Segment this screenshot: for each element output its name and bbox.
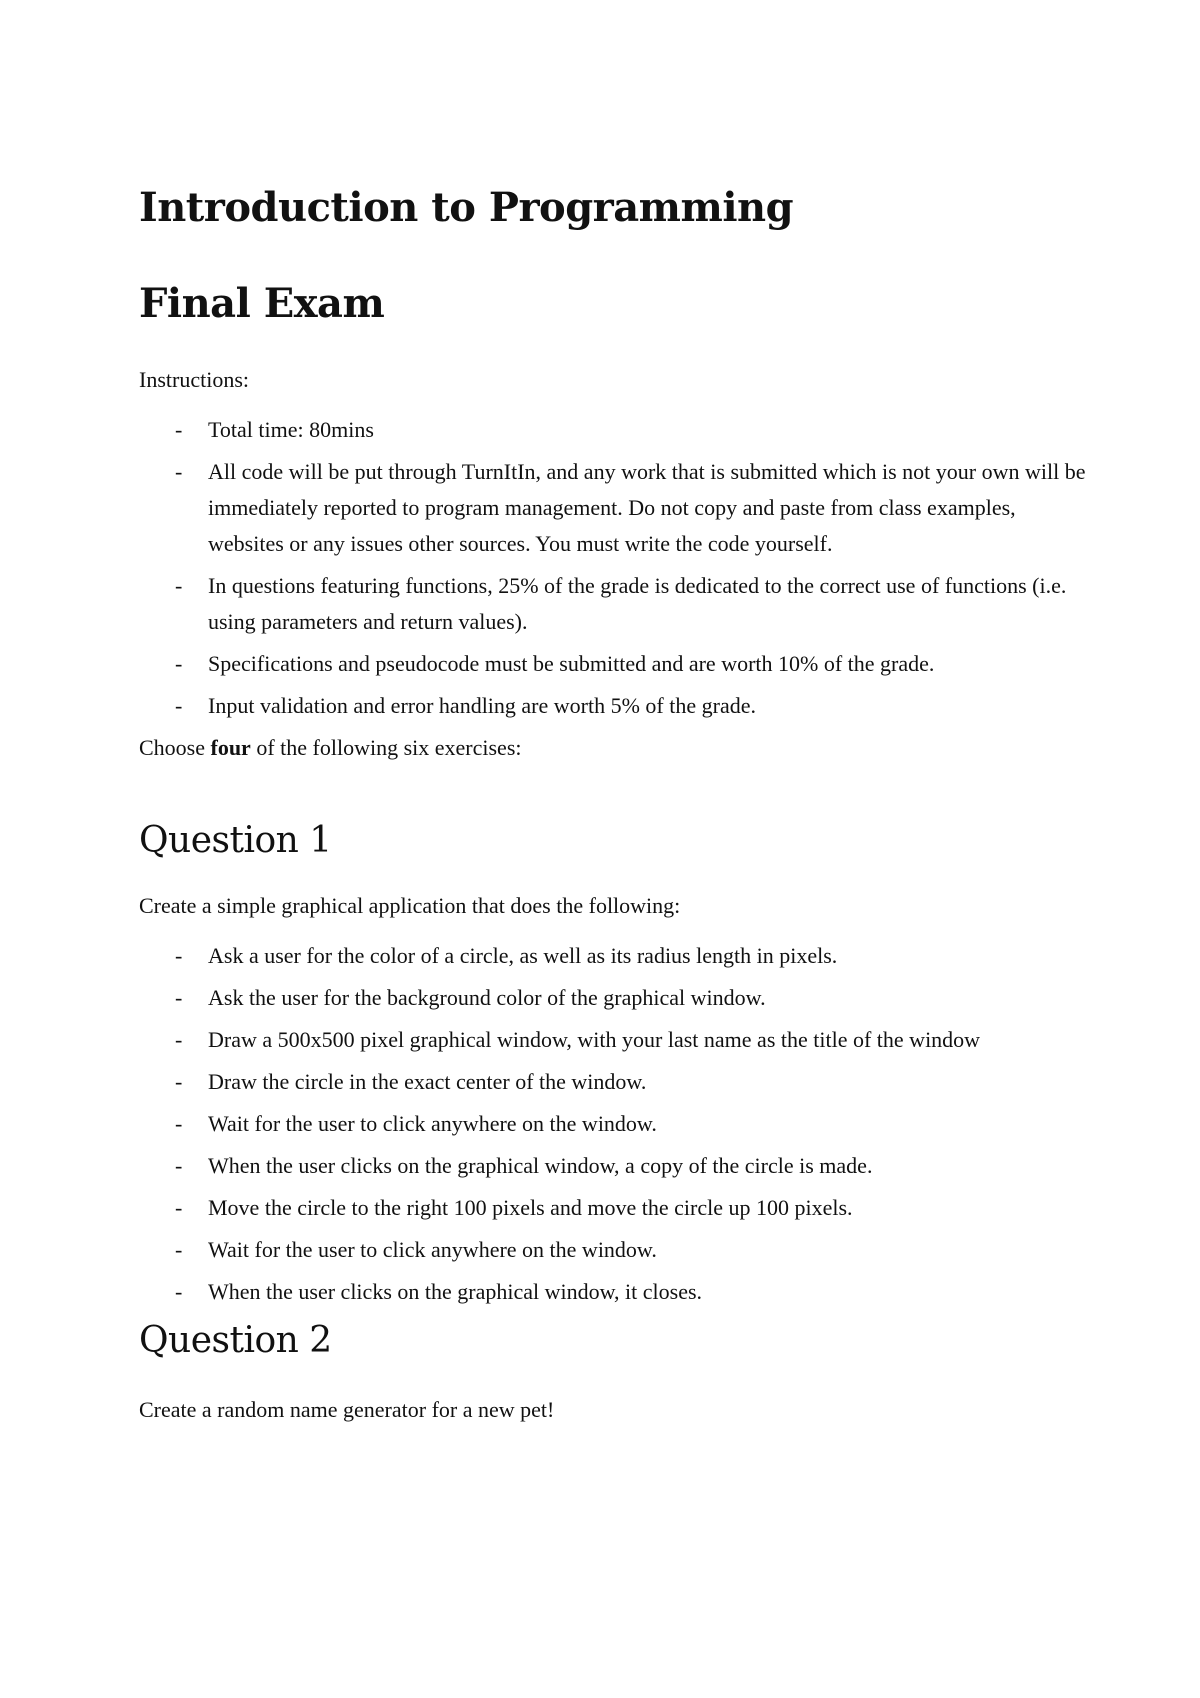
list-item-text: In questions featuring functions, 25% of the grade is dedicated to the correct use of functions (i.e. using parameters and return values). xyxy=(208,573,1067,634)
dash-marker: - xyxy=(175,985,183,1010)
list-item xyxy=(139,1106,1089,1142)
dash-marker: - xyxy=(175,1195,183,1220)
list-item-text: Move the circle to the right 100 pixels and move the circle up 100 pixels. xyxy=(208,1195,853,1220)
list-item xyxy=(139,1064,1089,1100)
choose-text-after: of the following six exercises: xyxy=(250,735,522,760)
instructions-list xyxy=(139,412,1089,724)
list-item xyxy=(139,938,1089,974)
list-item-text: When the user clicks on the graphical window, a copy of the circle is made. xyxy=(208,1153,873,1178)
dash-marker: - xyxy=(175,573,183,598)
dash-marker: - xyxy=(175,1279,183,1304)
document-subtitle: Final Exam xyxy=(139,280,385,327)
list-item-text: Ask a user for the color of a circle, as well as its radius length in pixels. xyxy=(208,943,838,968)
question-1-steps xyxy=(139,938,1089,1310)
question-2-intro: Create a random name generator for a new pet! xyxy=(139,1397,555,1422)
dash-marker: - xyxy=(175,943,183,968)
list-item xyxy=(139,568,1089,640)
dash-marker: - xyxy=(175,1069,183,1094)
exam-document xyxy=(139,178,1089,1428)
list-item-text: Draw a 500x500 pixel graphical window, with your last name as the title of the window xyxy=(208,1027,981,1052)
list-item-text: Input validation and error handling are worth 5% of the grade. xyxy=(208,693,756,718)
list-item-text: Ask the user for the background color of the graphical window. xyxy=(208,985,766,1010)
list-item xyxy=(139,412,1089,448)
dash-marker: - xyxy=(175,1027,183,1052)
question-1-heading: Question 1 xyxy=(139,820,332,861)
list-item-text: Total time: 80mins xyxy=(208,417,374,442)
list-item xyxy=(139,646,1089,682)
list-item xyxy=(139,1274,1089,1310)
choose-exercises-line xyxy=(139,730,1089,766)
list-item xyxy=(139,688,1089,724)
dash-marker: - xyxy=(175,1111,183,1136)
dash-marker: - xyxy=(175,459,183,484)
choose-text-before: Choose xyxy=(139,735,211,760)
list-item-text: Wait for the user to click anywhere on the window. xyxy=(208,1237,657,1262)
document-title: Introduction to Programming xyxy=(139,184,794,231)
list-item xyxy=(139,1190,1089,1226)
list-item xyxy=(139,454,1089,562)
list-item-text: All code will be put through TurnItIn, and any work that is submitted which is not your own will be immediately reported to program management. Do not copy and paste from class examples, websites or any issues other sources. You must write the code yourself. xyxy=(208,459,1086,556)
dash-marker: - xyxy=(175,1237,183,1262)
dash-marker: - xyxy=(175,1153,183,1178)
list-item xyxy=(139,1148,1089,1184)
list-item-text: When the user clicks on the graphical window, it closes. xyxy=(208,1279,703,1304)
list-item-text: Wait for the user to click anywhere on the window. xyxy=(208,1111,657,1136)
question-2-heading: Question 2 xyxy=(139,1320,332,1361)
list-item-text: Specifications and pseudocode must be submitted and are worth 10% of the grade. xyxy=(208,651,935,676)
list-item-text: Draw the circle in the exact center of the window. xyxy=(208,1069,647,1094)
dash-marker: - xyxy=(175,693,183,718)
list-item xyxy=(139,1232,1089,1268)
dash-marker: - xyxy=(175,651,183,676)
list-item xyxy=(139,1022,1089,1058)
list-item xyxy=(139,980,1089,1016)
question-1-intro: Create a simple graphical application that does the following: xyxy=(139,893,681,918)
instructions-label: Instructions: xyxy=(139,367,249,392)
choose-emphasis: four xyxy=(210,735,251,760)
dash-marker: - xyxy=(175,417,183,442)
